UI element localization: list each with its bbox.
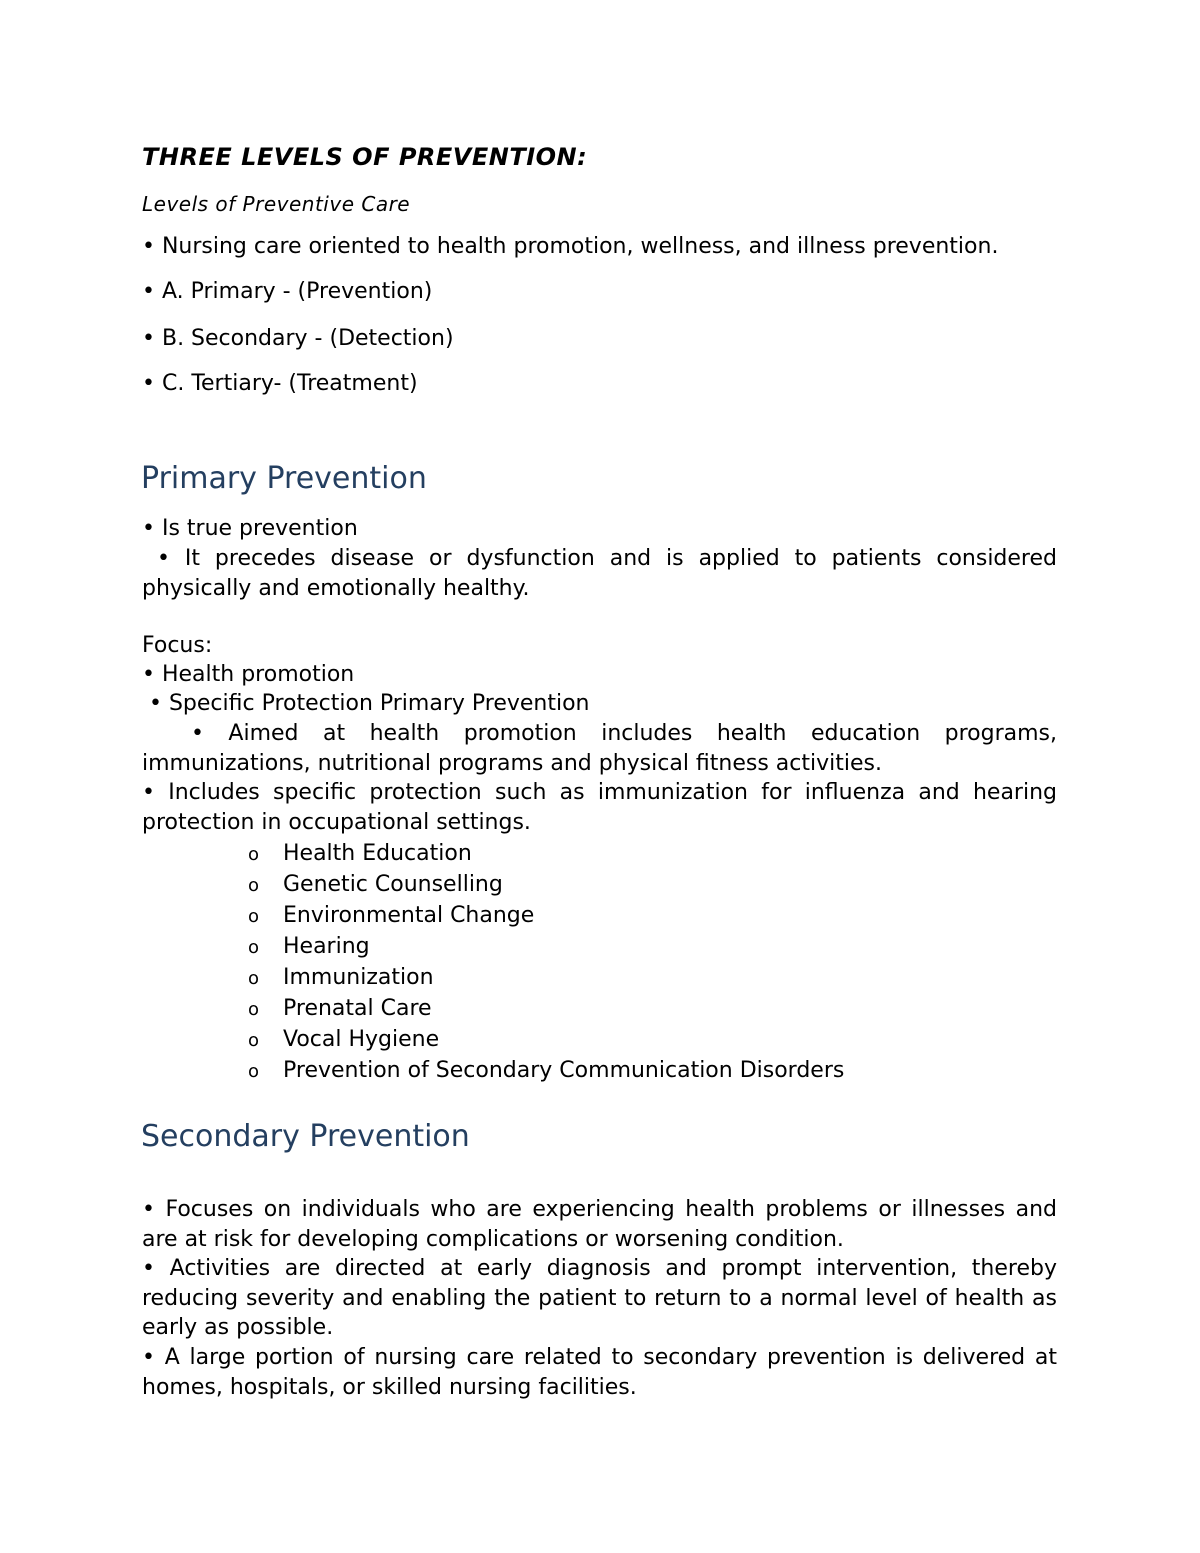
list-marker: o <box>248 968 260 989</box>
list-marker: o <box>248 937 260 958</box>
secondary-bullet: • Activities are directed at early diagnosis and prompt intervention, thereby reducing severity and enabling the patient to return to a normal level of health as early as possible. <box>142 1256 1057 1340</box>
list-item: o Vocal Hygiene <box>246 1024 844 1055</box>
list-marker: o <box>248 844 260 865</box>
list-marker: o <box>248 906 260 927</box>
list-item: o Prevention of Secondary Communication Disorders <box>246 1055 844 1086</box>
primary-prevention-heading: Primary Prevention <box>141 461 427 496</box>
secondary-prevention-heading: Secondary Prevention <box>141 1119 470 1154</box>
list-item: o Immunization <box>246 962 844 993</box>
intro-bullet: • A. Primary - (Prevention) <box>142 279 433 304</box>
list-marker: o <box>248 1030 260 1051</box>
intro-bullet: • Nursing care oriented to health promotion, wellness, and illness prevention. <box>142 234 999 259</box>
primary-bullet: • Is true prevention <box>142 516 358 541</box>
focus-bullet: • Specific Protection Primary Prevention <box>142 691 590 716</box>
list-marker: o <box>248 999 260 1020</box>
intro-bullet: • C. Tertiary- (Treatment) <box>142 371 418 396</box>
list-marker: o <box>248 1061 260 1082</box>
focus-label: Focus: <box>142 633 213 658</box>
list-item: o Health Education <box>246 838 844 869</box>
secondary-bullet: • A large portion of nursing care related to secondary prevention is delivered at homes, hospitals, or skilled nursing facilities. <box>142 1345 1057 1400</box>
list-item: o Environmental Change <box>246 900 844 931</box>
document-subtitle: Levels of Preventive Care <box>142 192 411 216</box>
list-item: o Prenatal Care <box>246 993 844 1024</box>
list-marker: o <box>248 875 260 896</box>
intro-bullet: • B. Secondary - (Detection) <box>142 326 454 351</box>
document-title: THREE LEVELS OF PREVENTION: <box>142 143 588 171</box>
focus-bullet: • Aimed at health promotion includes health education programs, immunizations, nutritional programs and physical fitness activities. <box>142 721 1064 776</box>
list-item: o Hearing <box>246 931 844 962</box>
primary-bullet: • It precedes disease or dysfunction and is applied to patients considered physically and emotionally healthy. <box>142 546 1064 601</box>
primary-sublist <box>246 838 844 1086</box>
focus-bullet: • Includes specific protection such as immunization for influenza and hearing protection in occupational settings. <box>142 780 1057 835</box>
focus-bullet: • Health promotion <box>142 662 355 687</box>
secondary-bullet: • Focuses on individuals who are experiencing health problems or illnesses and are at risk for developing complications or worsening condition. <box>142 1197 1057 1252</box>
list-item: o Genetic Counselling <box>246 869 844 900</box>
